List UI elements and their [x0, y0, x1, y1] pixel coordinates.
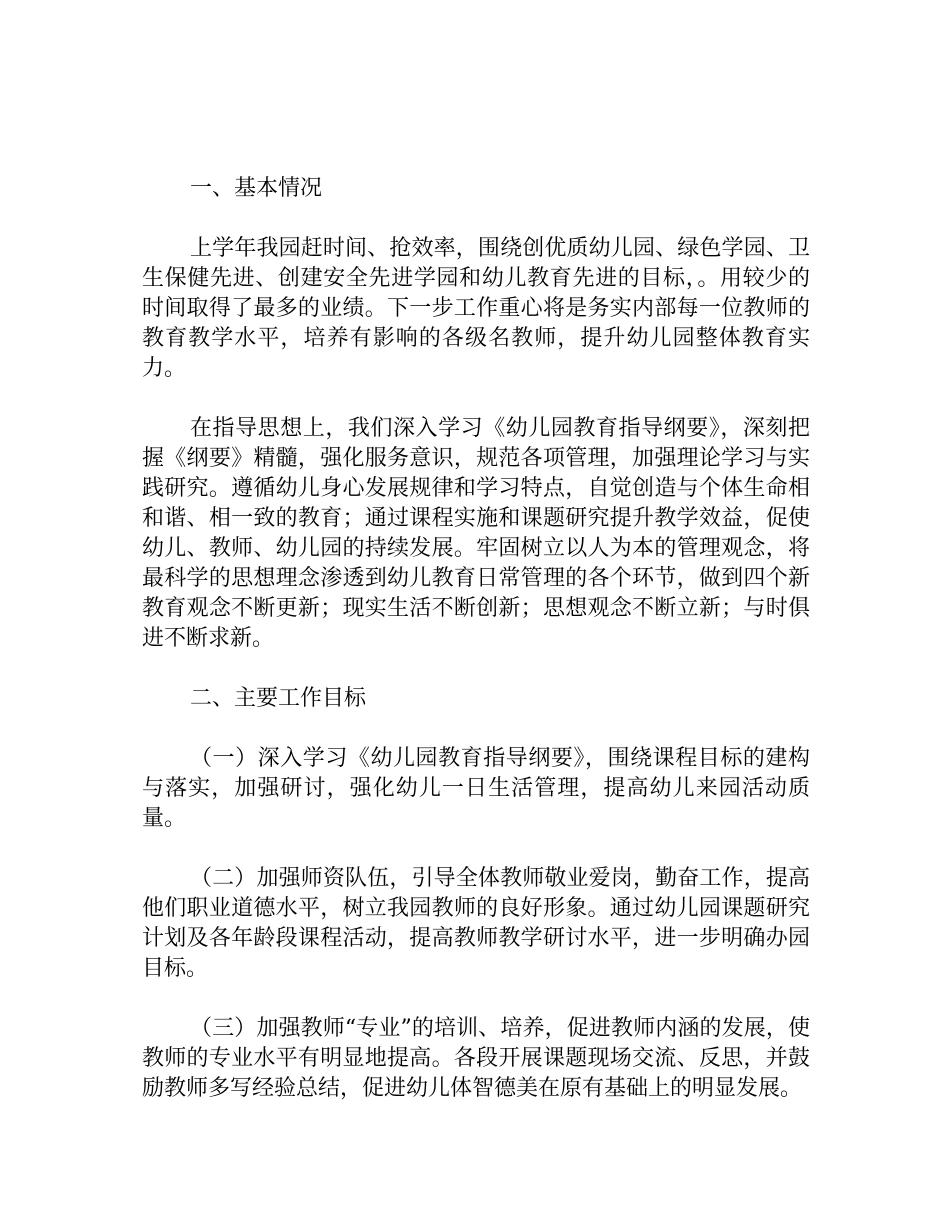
goal-item-1: （一）深入学习《幼儿园教育指导纲要》，围绕课程目标的建构与落实，加强研讨，强化幼儿一日生活管理，提高幼儿来园活动质量。 [142, 746, 810, 831]
paragraph-last-year-summary: 上学年我园赶时间、抢效率，围绕创优质幼儿园、绿色学园、卫生保健先进、创建安全先进学园和幼儿教育先进的目标，。用较少的时间取得了最多的业绩。下一步工作重心将是务实内部每一位教师的教育教学水平，培养有影响的各级名教师，提升幼儿园整体教育实力。 [142, 236, 810, 381]
goal-item-3: （三）加强教师“专业”的培训、培养，促进教师内涵的发展，使教师的专业水平有明显地提高。各段开展课题现场交流、反思，并鼓励教师多写经验总结，促进幼儿体智德美在原有基础上的明显发展。 [142, 1016, 810, 1101]
goal-item-2: （二）加强师资队伍，引导全体教师敬业爱岗，勤奋工作，提高他们职业道德水平，树立我园教师的良好形象。通过幼儿园课题研究计划及各年龄段课程活动，提高教师教学研讨水平，进一步明确办园目标。 [142, 866, 810, 981]
document-body [142, 174, 810, 1134]
paragraph-guiding-thought: 在指导思想上，我们深入学习《幼儿园教育指导纲要》，深刻把握《纲要》精髓，强化服务意识，规范各项管理，加强理论学习与实践研究。遵循幼儿身心发展规律和学习特点，自觉创造与个体生命相和谐、相一致的教育；通过课程实施和课题研究提升教学效益，促使幼儿、教师、幼儿园的持续发展。牢固树立以人为本的管理观念，将最科学的思想理念渗透到幼儿教育日常管理的各个环节，做到四个新教育观念不断更新；现实生活不断创新；思想观念不断立新；与时俱进不断求新。 [142, 416, 810, 651]
section-heading-main-goals: 二、主要工作目标 [190, 686, 367, 711]
section-heading-basic-situation: 一、基本情况 [190, 176, 323, 201]
